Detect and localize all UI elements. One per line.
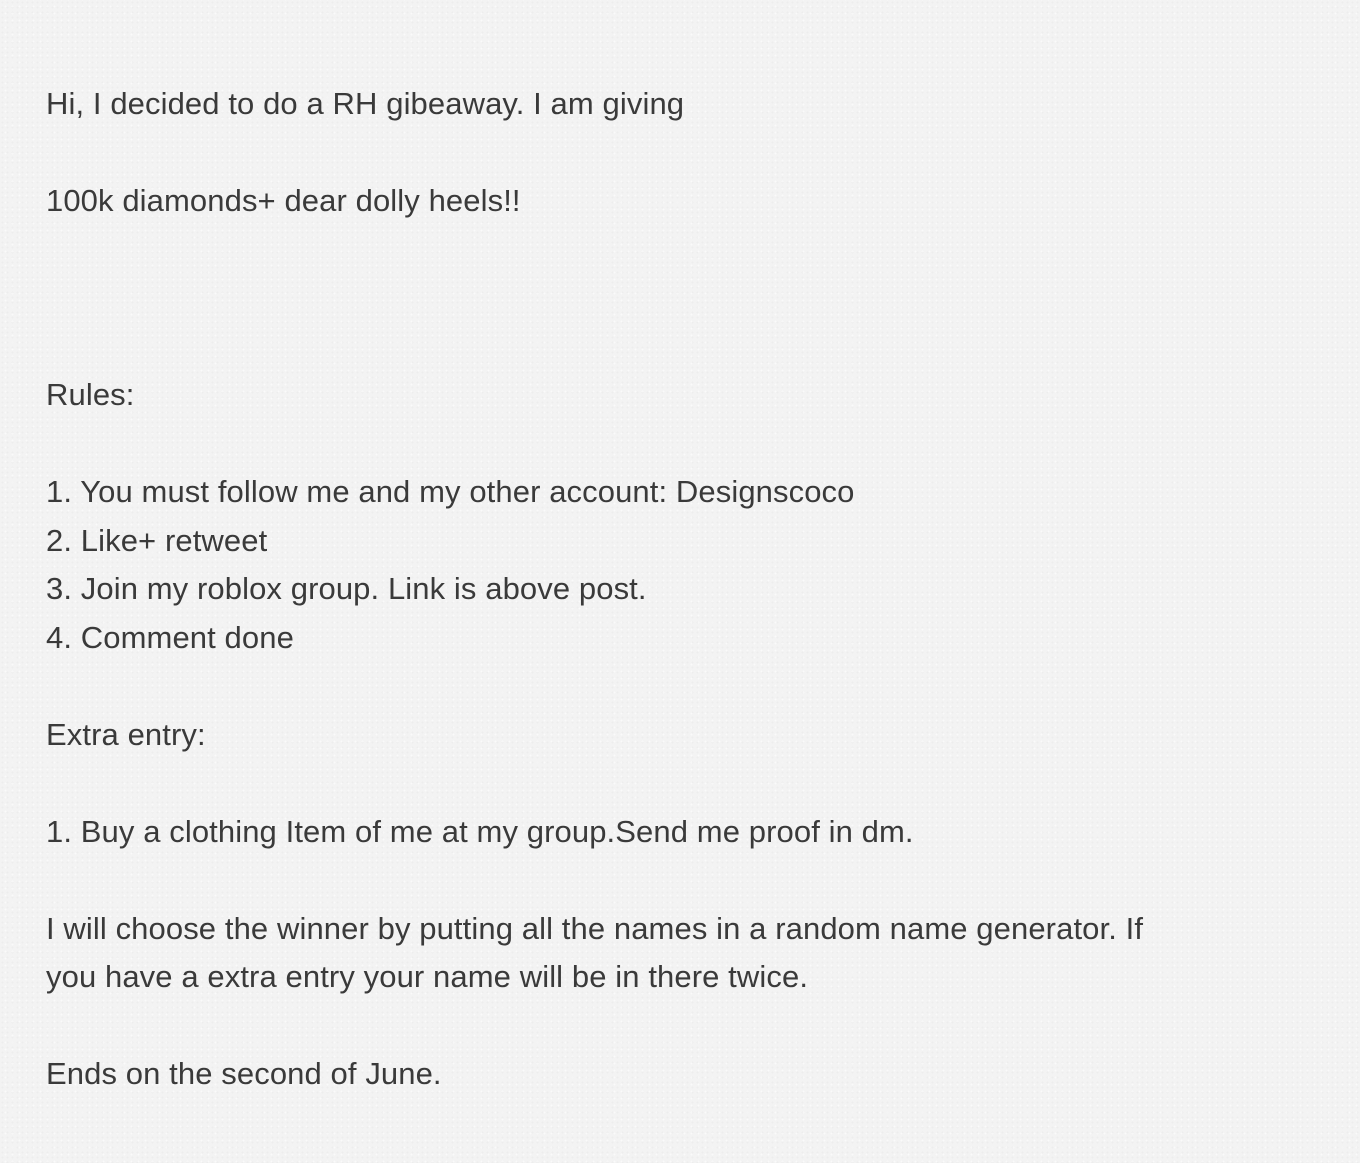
blank-line xyxy=(46,856,1306,905)
rule-item: 1. You must follow me and my other account: Designscoco xyxy=(46,474,855,509)
blank-line xyxy=(46,274,1306,323)
intro-line: Hi, I decided to do a RH gibeaway. I am giving xyxy=(46,86,685,121)
rule-item: 4. Comment done xyxy=(46,619,294,655)
blank-line xyxy=(46,420,1306,469)
end-date-line: Ends on the second of June. xyxy=(46,1056,442,1091)
extra-entry-item: 1. Buy a clothing Item of me at my group.Send me proof in dm. xyxy=(46,813,914,849)
rule-item: 2. Like+ retweet xyxy=(46,522,268,558)
blank-line xyxy=(46,129,1306,178)
note-body xyxy=(46,80,1306,1099)
prize-line: 100k diamonds+ dear dolly heels!! xyxy=(46,183,521,218)
blank-line xyxy=(46,226,1306,275)
winner-line: I will choose the winner by putting all the names in a random name generator. If xyxy=(46,910,1144,946)
extra-entry-heading: Extra entry: xyxy=(46,716,206,752)
rules-heading: Rules: xyxy=(46,377,135,412)
blank-line xyxy=(46,759,1306,808)
blank-line xyxy=(46,662,1306,711)
blank-line xyxy=(46,1002,1306,1051)
winner-line: you have a extra entry your name will be in there twice. xyxy=(46,959,809,994)
rule-item: 3. Join my roblox group. Link is above post. xyxy=(46,571,647,606)
blank-line xyxy=(46,323,1306,372)
